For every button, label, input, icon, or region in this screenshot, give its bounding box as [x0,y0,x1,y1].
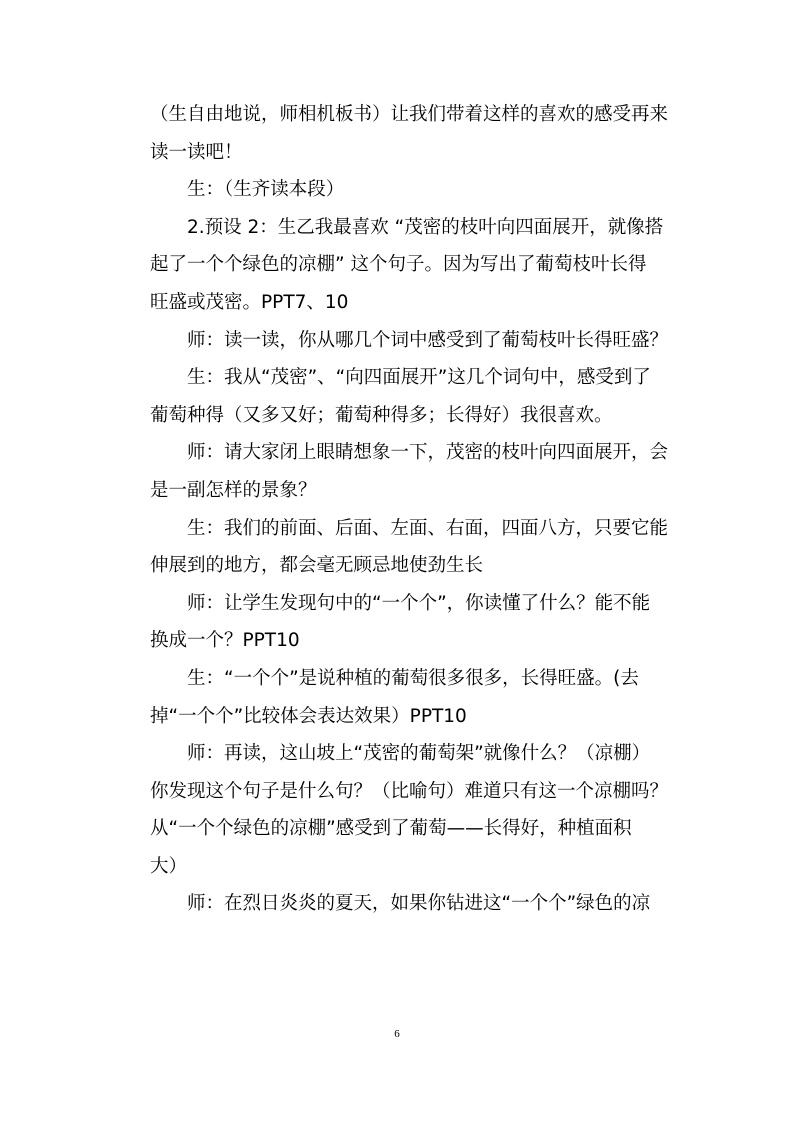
text-line: 生：“一个个”是说种植的葡萄很多很多，长得旺盛。(去 [187,667,639,689]
text-line: 掉“一个个”比较体会表达效果）PPT10 [150,705,467,727]
paragraph [150,735,678,885]
text-line: 葡萄种得（又多又好；葡萄种得多；长得好）我很喜欢。 [150,404,613,426]
text-line: （生自由地说，师相机板书）让我们带着这样的喜欢的感受再来 [150,104,669,125]
document-body [150,96,678,923]
text-line: 是一副怎样的景象？ [150,479,317,501]
text-line: 师：在烈日炎炎的夏天，如果你钻进这“一个个”绿色的凉 [187,893,651,915]
paragraph [150,322,678,360]
paragraph [150,885,678,923]
text-line: 从“一个个绿色的凉棚”感受到了葡萄——长得好，种植面积 [150,818,632,840]
text-line: 2.预设 2：生乙我最喜欢 “茂密的枝叶向四面展开，就像搭 [187,216,664,238]
paragraph [150,359,678,434]
text-line: 生：（生齐读本段） [187,179,345,201]
paragraph [150,434,678,509]
paragraph [150,510,678,585]
text-line: 换成一个？PPT10 [150,630,300,652]
text-line: 师：再读，这山坡上“茂密的葡萄架”就像什么？（凉棚） [187,743,651,765]
text-line: 师：读一读，你从哪几个词中感受到了葡萄枝叶长得旺盛？ [187,329,669,351]
text-line: 大） [150,855,188,877]
text-line: 师：让学生发现句中的“一个个”，你读懂了什么？能不能 [187,592,651,614]
paragraph [150,660,678,735]
page-number: 6 [394,1028,400,1040]
text-line: 旺盛或茂密。PPT7、10 [150,291,349,313]
text-line: 伸展到的地方，都会毫无顾忌地使劲生长 [150,555,484,577]
text-line: 读一读吧！ [150,141,243,163]
paragraph [150,585,678,660]
text-line: 你发现这个句子是什么句？（比喻句）难道只有这一个凉棚吗？ [150,780,669,802]
text-line: 起了一个个绿色的凉棚” 这个句子。因为写出了葡萄枝叶长得 [150,254,647,276]
paragraph [150,171,678,209]
text-line: 生：我们的前面、后面、左面、右面，四面八方，只要它能 [187,517,669,539]
paragraph [150,96,678,171]
paragraph [150,209,678,322]
text-line: 师：请大家闭上眼睛想象一下，茂密的枝叶向四面展开，会 [187,442,669,464]
text-line: 生：我从“茂密”、“向四面展开”这几个词句中，感受到了 [187,367,651,389]
